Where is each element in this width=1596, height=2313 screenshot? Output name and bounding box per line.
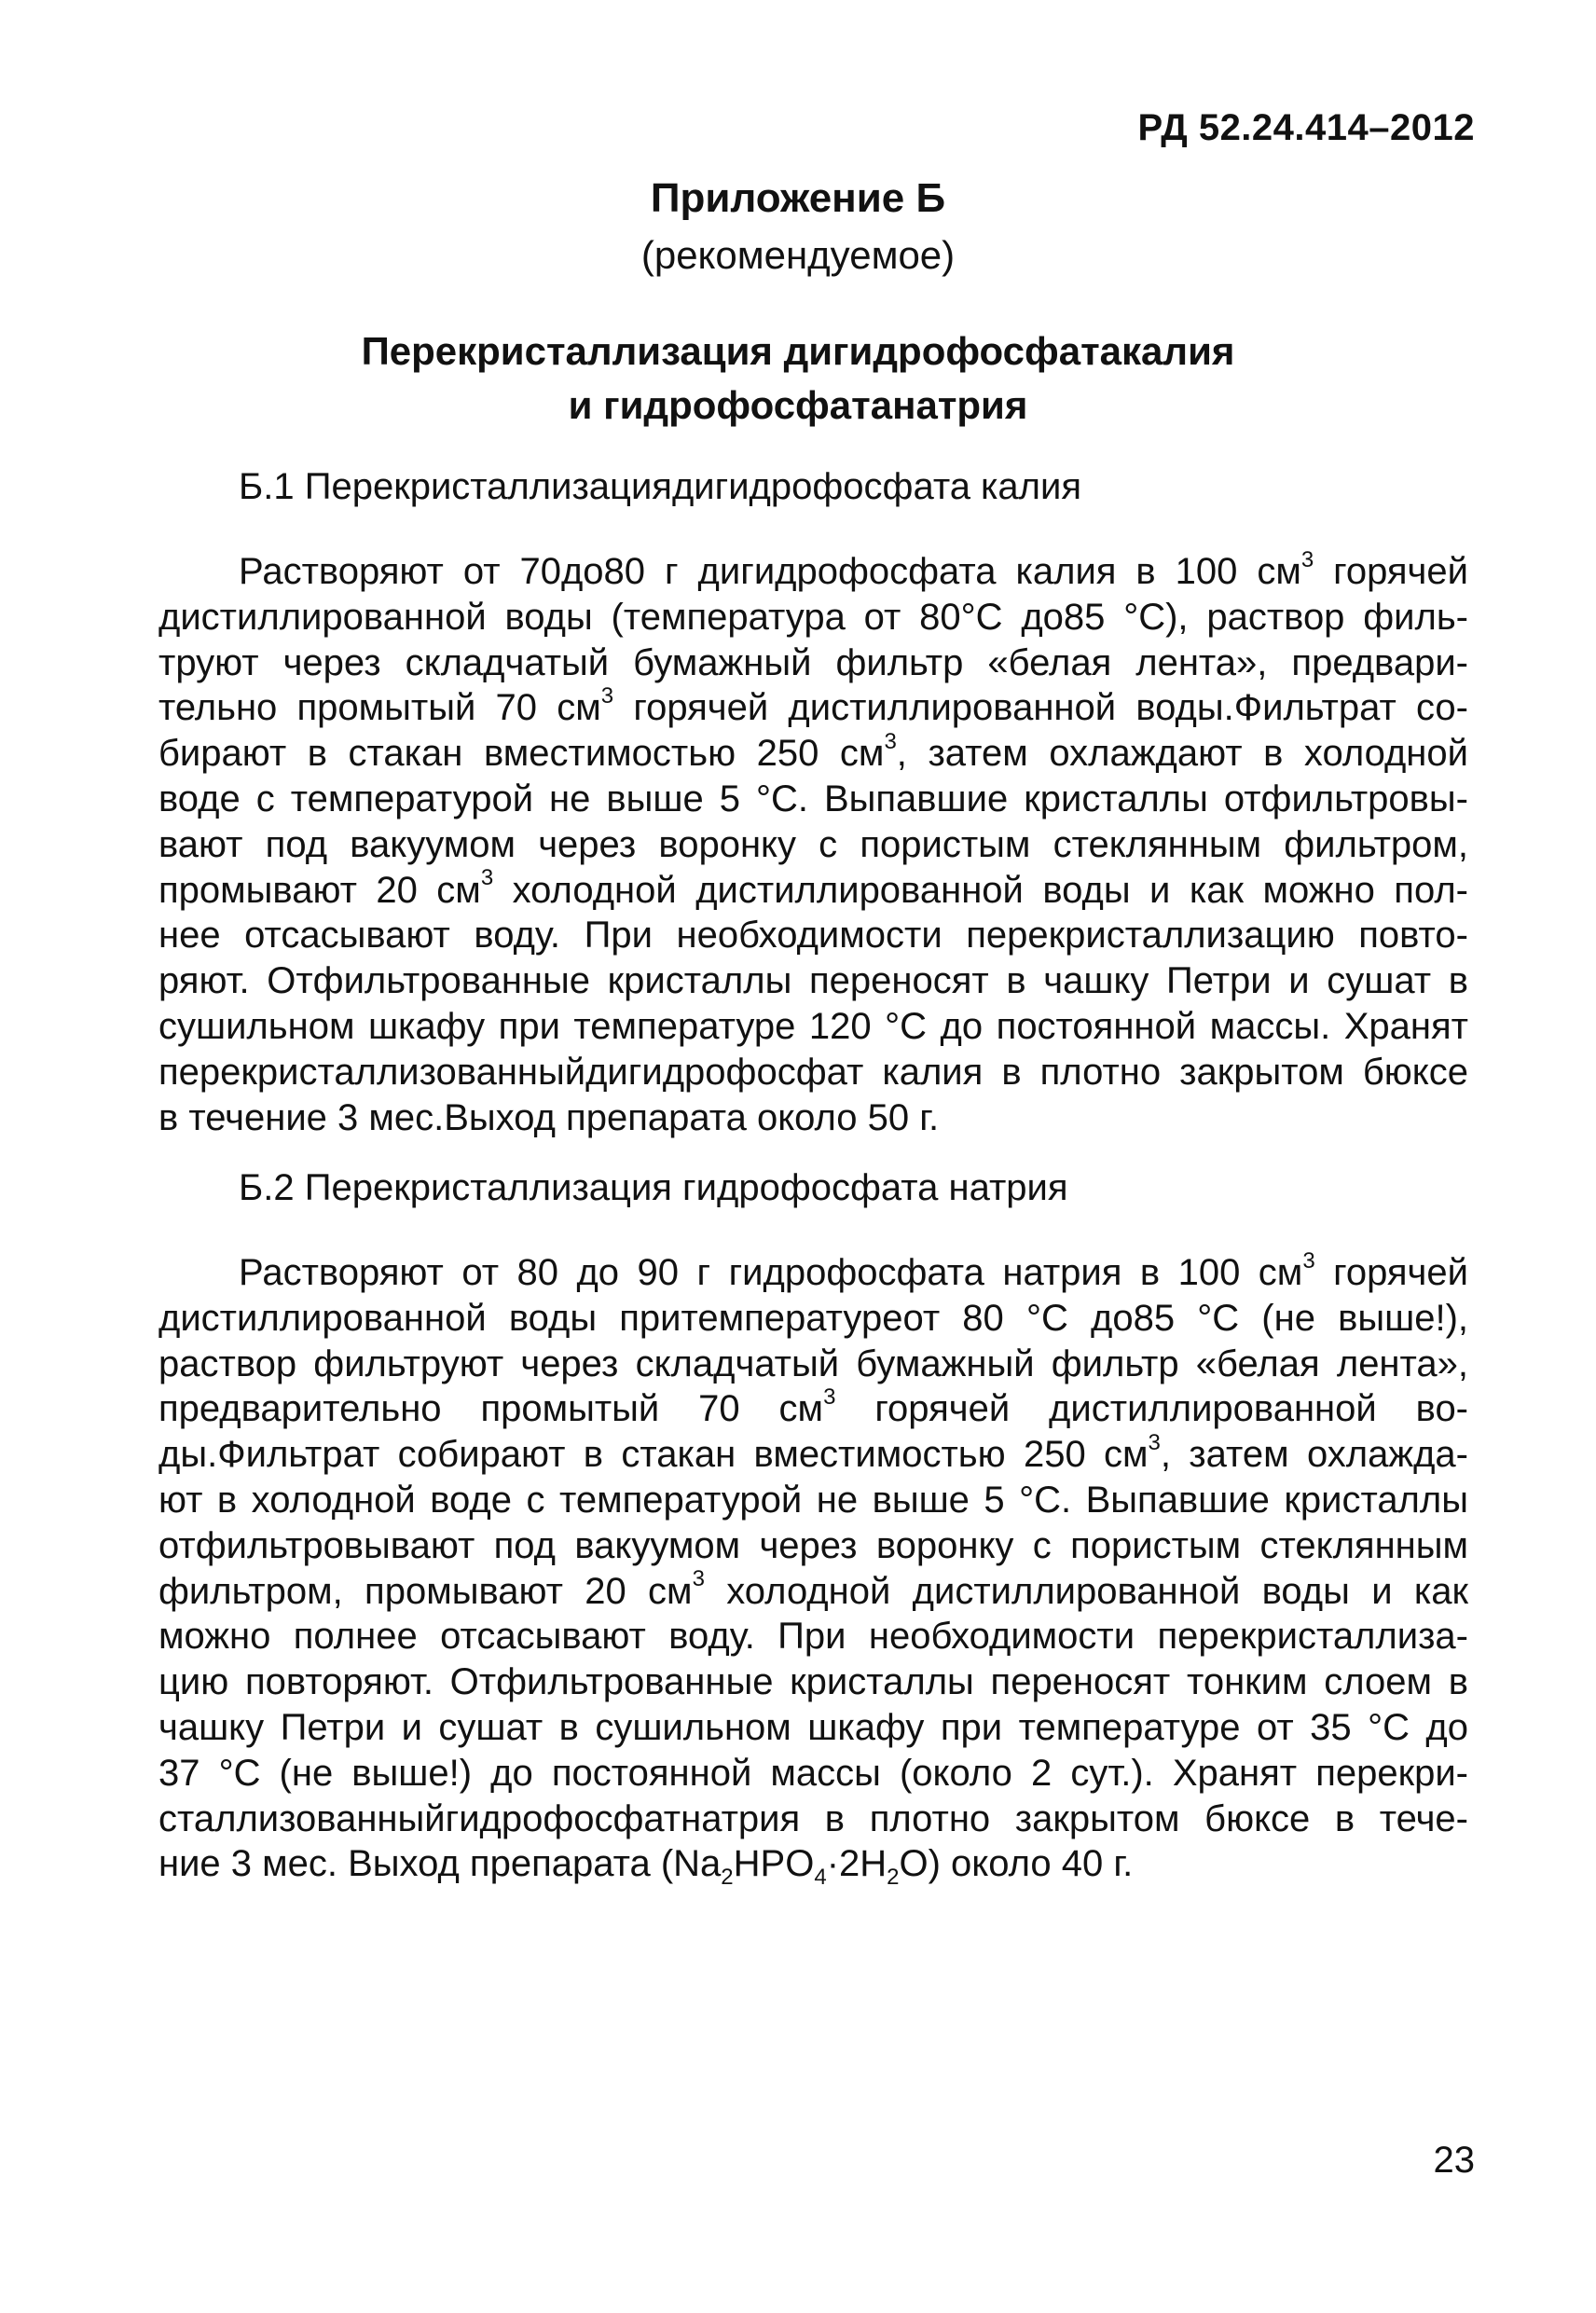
line-text: HPO (733, 1843, 815, 1885)
line-text: холодной дистиллированной воды и как (704, 1570, 1468, 1612)
line-text: промывают 20 см (158, 869, 481, 911)
superscript: 3 (692, 1566, 705, 1592)
line-text: вают под вакуумом через воронку с пористым стеклянным фильтром, (158, 823, 1468, 865)
appendix-title: Приложение Б (650, 175, 946, 221)
line-text: предварительно промытый 70 см (158, 1388, 824, 1430)
superscript: 3 (1300, 546, 1314, 572)
line-text: Растворяют от 70до80 г дигидрофосфата калия в 100 см (239, 551, 1301, 592)
line-text: воде с температурой не выше 5 °С. Выпавшие кристаллы отфильтровы- (158, 778, 1468, 819)
text-line (158, 777, 1468, 822)
section-heading-b1: Б.1 Перекристаллизациядигидрофосфата калия (239, 466, 1082, 507)
line-text: в течение 3 мес.Выход препарата около 50 г. (158, 1096, 940, 1138)
line-text: ды.Фильтрат собирают в стакан вместимостью 250 см (158, 1434, 1149, 1476)
line-text: ·2H (826, 1843, 887, 1885)
formula-line (158, 1841, 1468, 1891)
line-text: отфильтровывают под вакуумом через воронку с пористым стеклянным (158, 1524, 1468, 1566)
superscript: 3 (823, 1384, 836, 1411)
line-text: Растворяют от 80 до 90 г гидрофосфата натрия в 100 см (239, 1252, 1303, 1293)
paragraph-b2 (158, 1247, 1469, 1891)
line-text: тельно промытый 70 см (158, 687, 601, 729)
text-line (158, 822, 1468, 868)
main-title-line: Перекристаллизация дигидрофосфатакалия (361, 329, 1235, 373)
line-text: фильтром, промывают 20 см (158, 1570, 693, 1612)
text-line (158, 1050, 1468, 1095)
text-line (158, 546, 1468, 595)
main-title (0, 324, 1596, 433)
text-line (158, 728, 1468, 777)
text-line (158, 1478, 1468, 1523)
line-text: труют через складчатый бумажный фильтр «белая лента», предвари- (158, 641, 1468, 683)
superscript: 3 (600, 683, 614, 709)
line-text: ние 3 мес. Выход препарата (Na (158, 1843, 722, 1885)
line-text: горячей (1314, 551, 1468, 592)
text-line (158, 1614, 1468, 1659)
line-text: , затем охлажда- (1160, 1434, 1468, 1476)
line-text: сталлизованныйгидрофосфатнатрия в плотно закрытом бюксе в тече- (158, 1797, 1468, 1839)
text-line (158, 1751, 1468, 1797)
line-text: ют в холодной воде с температурой не выше 5 °С. Выпавшие кристаллы (158, 1479, 1468, 1521)
text-line (158, 1296, 1468, 1342)
subscript: 2 (721, 1865, 734, 1891)
line-text: чашку Петри и сушат в сушильном шкафу при температуре от 35 °С до (158, 1706, 1468, 1748)
text-line (158, 958, 1468, 1004)
line-text: бирают в стакан вместимостью 250 см (158, 733, 885, 775)
superscript: 3 (1302, 1247, 1315, 1274)
text-line (158, 1386, 1468, 1432)
text-line (158, 865, 1468, 914)
line-text: горячей дистиллированной воды.Фильтрат со- (613, 687, 1468, 729)
text-line (158, 640, 1468, 686)
page-number: 23 (1433, 2140, 1475, 2181)
text-line (158, 595, 1468, 640)
line-text: O) около 40 г. (899, 1843, 1134, 1885)
line-text: холодной дистиллированной воды и как можно пол- (493, 869, 1468, 911)
text-line (158, 1342, 1468, 1387)
line-text: ряют. Отфильтрованные кристаллы переносят в чашку Петри и сушат в (158, 960, 1468, 1002)
text-line (158, 913, 1468, 958)
text-line (158, 1705, 1468, 1751)
line-text: горячей (1314, 1252, 1468, 1293)
text-line (158, 1797, 1468, 1842)
text-line (158, 1566, 1468, 1615)
line-text: 37 °С (не выше!) до постоянной массы (около 2 сут.). Хранят перекри- (158, 1752, 1468, 1794)
line-text: дистиллированной воды (температура от 80°С до85 °С), раствор филь- (158, 596, 1468, 638)
line-text: цию повторяют. Отфильтрованные кристаллы переносят тонким слоем в (158, 1661, 1468, 1703)
text-line (158, 1429, 1468, 1478)
line-text: сушильном шкафу при температуре 120 °С до постоянной массы. Хранят (158, 1005, 1468, 1047)
text-line (158, 1095, 1468, 1141)
superscript: 3 (884, 728, 897, 754)
line-text: горячей дистиллированной во- (835, 1388, 1469, 1430)
line-text: можно полнее отсасывают воду. При необходимости перекристаллиза- (158, 1616, 1468, 1658)
line-text: , затем охлаждают в холодной (896, 733, 1468, 775)
text-line (158, 685, 1468, 731)
text-line (158, 1247, 1468, 1296)
main-title-line: и гидрофосфатанатрия (568, 383, 1028, 427)
superscript: 3 (480, 865, 494, 891)
subscript: 2 (887, 1865, 900, 1891)
section-heading-b2: Б.2 Перекристаллизация гидрофосфата натрия (239, 1167, 1068, 1208)
line-text: нее отсасывают воду. При необходимости перекристаллизацию повто- (158, 915, 1468, 957)
line-text: дистиллированной воды притемпературеот 80 °С до85 °С (не выше!), (158, 1297, 1468, 1339)
line-text: раствор фильтруют через складчатый бумажный фильтр «белая лента», (158, 1342, 1468, 1384)
text-line (158, 1659, 1468, 1705)
document-code: РД 52.24.414–2012 (1137, 107, 1475, 148)
text-line (158, 1523, 1468, 1569)
paragraph-b1 (158, 546, 1468, 1140)
appendix-status: (рекомендуемое) (640, 233, 956, 277)
text-line (158, 1004, 1468, 1050)
subscript: 4 (814, 1865, 827, 1891)
superscript: 3 (1148, 1429, 1161, 1455)
line-text: перекристаллизованныйдигидрофосфат калия в плотно закрытом бюксе (158, 1051, 1468, 1093)
